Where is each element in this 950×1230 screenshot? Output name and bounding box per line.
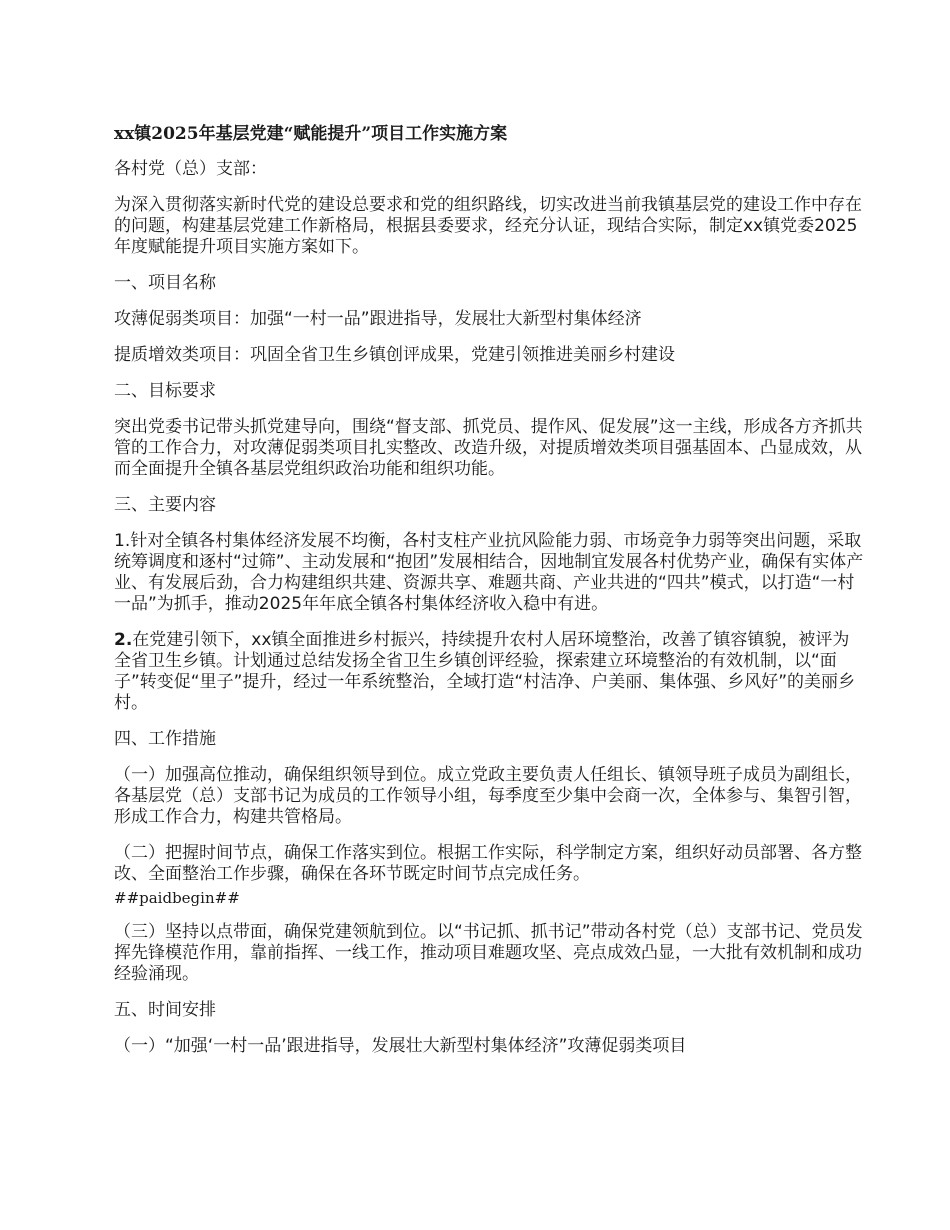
salutation: 各村党（总）支部： [114, 159, 267, 179]
goals-paragraph: 突出党委书记带头抓党建导向，围绕“督支部、抓党员、提作风、促发展”这一主线，形成各方齐抓共管的工作合力，对攻薄促弱类项目扎实整改、改造升级，对提质增效类项目强基固本、凸显成效，从而全面提升全镇各基层党组织政治功能和组织功能。 [114, 417, 863, 479]
project-item-2: 提质增效类项目：巩固全省卫生乡镇创评成果，党建引领推进美丽乡村建设 [114, 345, 675, 365]
section-heading-goals: 二、目标要求 [114, 381, 216, 401]
content-item-2 [114, 630, 864, 714]
document-title: xx镇2025年基层党建“赋能提升”项目工作实施方案 [114, 124, 508, 144]
section-heading-schedule: 五、时间安排 [114, 1000, 216, 1020]
document-page [114, 124, 864, 1072]
project-item-1: 攻薄促弱类项目：加强“一村一品”跟进指导，发展壮大新型村集体经济 [114, 309, 642, 329]
measure-item-3: （三）坚持以点带面，确保党建领航到位。以“书记抓、抓书记”带动各村党（总）支部书记、党员发挥先锋模范作用，靠前指挥、一线工作，推动项目难题攻坚、亮点成效凸显，一大批有效机制和成功经验涌现。 [114, 922, 863, 984]
content-item-1: 1.针对全镇各村集体经济发展不均衡，各村支柱产业抗风险能力弱、市场竞争力弱等突出问题，采取统筹调度和逐村“过筛”、主动发展和“抱团”发展相结合，因地制宜发展各村优势产业，确保有实体产业、有发展后劲，合力构建组织共建、资源共享、难题共商、产业共进的“四共”模式，以打造“一村一品”为抓手，推动2025年年底全镇各村集体经济收入稳中有进。 [114, 531, 864, 614]
section-heading-project-name: 一、项目名称 [114, 273, 216, 293]
intro-paragraph: 为深入贯彻落实新时代党的建设总要求和党的组织路线，切实改进当前我镇基层党的建设工作中存在的问题，构建基层党建工作新格局，根据县委要求，经充分认证，现结合实际，制定xx镇党委2025年度赋能提升项目实施方案如下。 [114, 195, 862, 257]
measure-item-2: （二）把握时间节点，确保工作落实到位。根据工作实际，科学制定方案，组织好动员部署、各方整改、全面整治工作步骤，确保在各环节既定时间节点完成任务。 [114, 843, 862, 884]
schedule-item-1: （一）“加强‘一村一品’跟进指导，发展壮大新型村集体经济”攻薄促弱类项目 [114, 1036, 687, 1056]
content-item-2-text: 在党建引领下，xx镇全面推进乡村振兴，持续提升农村人居环境整治，改善了镇容镇貌，被评为全省卫生乡镇。计划通过总结发扬全省卫生乡镇创评经验，探索建立环境整治的有效机制，以“面子”转变促“里子”提升，经过一年系统整治，全域打造“村洁净、户美丽、集体强、乡风好”的美丽乡村。 [114, 630, 856, 713]
measure-item-1: （一）加强高位推动，确保组织领导到位。成立党政主要负责人任组长、镇领导班子成员为副组长，各基层党（总）支部书记为成员的工作领导小组，每季度至少集中会商一次，全体参与、集智引智，形成工作合力，构建共管格局。 [114, 765, 862, 827]
paid-begin-marker: ##paidbegin## [114, 889, 240, 907]
section-heading-main-content: 三、主要内容 [114, 495, 216, 515]
content-item-2-number: 2. [114, 630, 133, 650]
section-heading-measures: 四、工作措施 [114, 729, 216, 749]
